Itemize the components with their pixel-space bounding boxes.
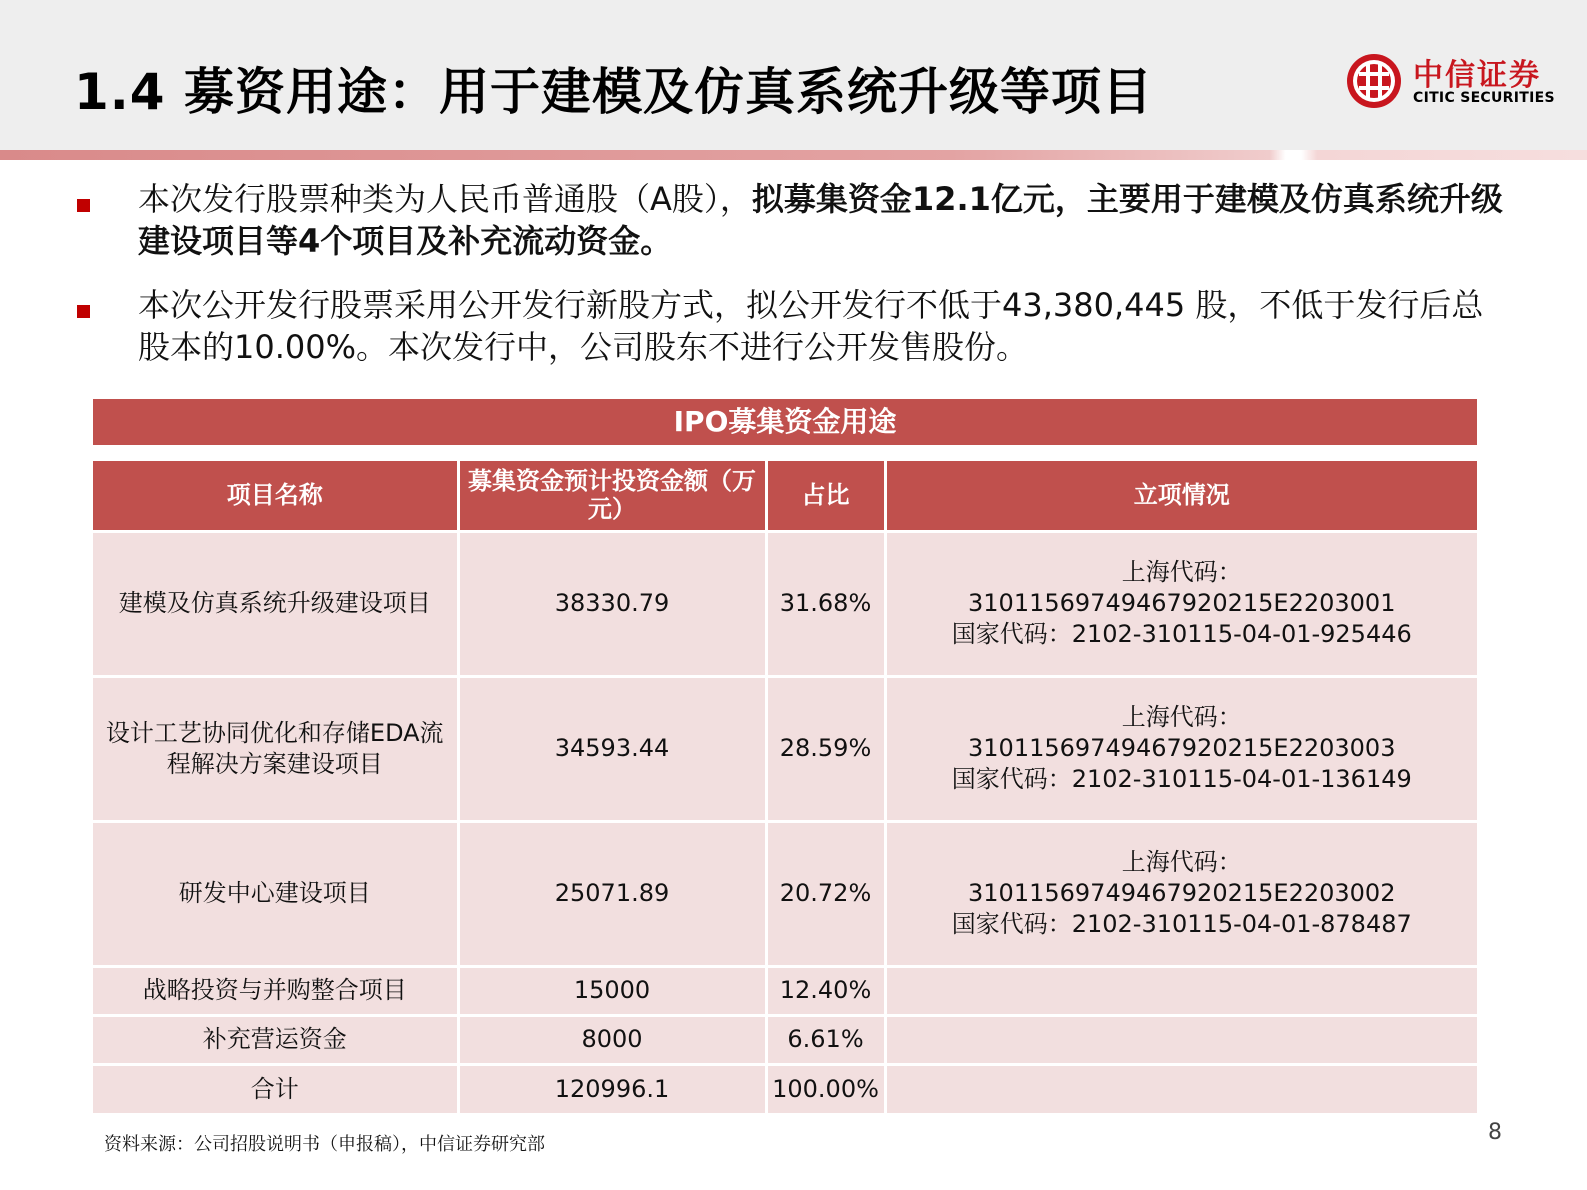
project-name-cell: 建模及仿真系统升级建设项目 xyxy=(93,531,458,676)
column-header: 募集资金预计投资金额（万元） xyxy=(458,461,766,531)
logo-text-en: CITIC SECURITIES xyxy=(1413,90,1555,106)
approval-line: 上海代码： xyxy=(1121,848,1242,876)
project-name-cell: 设计工艺协同优化和存储EDA流程解决方案建设项目 xyxy=(93,676,458,821)
ratio-cell: 31.68% xyxy=(766,531,885,676)
project-name-cell: 合计 xyxy=(93,1064,458,1113)
table-row xyxy=(93,966,1477,1015)
project-name-cell: 研发中心建设项目 xyxy=(93,821,458,966)
column-header: 占比 xyxy=(766,461,885,531)
approval-line: 国家代码：2102-310115-04-01-878487 xyxy=(951,910,1412,938)
bullet-text-normal: 本次发行股票种类为人民币普通股（A股）， xyxy=(138,180,752,218)
bullet-square-icon xyxy=(77,305,90,318)
approval-cell xyxy=(885,821,1477,966)
table-row xyxy=(93,1064,1477,1113)
approval-line: 31011569749467920215E2203001 xyxy=(968,589,1396,617)
approval-cell xyxy=(885,676,1477,821)
ratio-cell: 20.72% xyxy=(766,821,885,966)
source-note: 资料来源：公司招股说明书（申报稿），中信证券研究部 xyxy=(104,1134,545,1155)
table-row xyxy=(93,821,1477,966)
logo-text-cn: 中信证券 xyxy=(1413,58,1541,93)
approval-line: 国家代码：2102-310115-04-01-136149 xyxy=(951,765,1412,793)
approval-line: 国家代码：2102-310115-04-01-925446 xyxy=(951,620,1412,648)
column-header: 立项情况 xyxy=(885,461,1477,531)
column-header: 项目名称 xyxy=(93,461,458,531)
bullet-text xyxy=(138,178,1508,262)
page-title: 1.4 募资用途：用于建模及仿真系统升级等项目 xyxy=(74,63,1153,121)
citic-logo-icon xyxy=(1345,52,1403,110)
approval-line: 31011569749467920215E2203003 xyxy=(968,734,1396,762)
funds-usage-table xyxy=(93,461,1477,1113)
amount-cell: 34593.44 xyxy=(458,676,766,821)
header-bar xyxy=(0,0,1587,150)
table-header-row xyxy=(93,461,1477,531)
page-number: 8 xyxy=(1488,1120,1502,1145)
table-row xyxy=(93,1015,1477,1064)
ratio-cell: 6.61% xyxy=(766,1015,885,1064)
table-row xyxy=(93,531,1477,676)
approval-line: 上海代码： xyxy=(1121,558,1242,586)
amount-cell: 8000 xyxy=(458,1015,766,1064)
approval-cell xyxy=(885,1015,1477,1064)
amount-cell: 25071.89 xyxy=(458,821,766,966)
table-title: IPO募集资金用途 xyxy=(93,399,1477,445)
ratio-cell: 28.59% xyxy=(766,676,885,821)
approval-cell xyxy=(885,966,1477,1015)
ratio-cell: 12.40% xyxy=(766,966,885,1015)
bullet-text-bold: 拟募集资金12.1亿元，主要用于建模及仿真系统升级建设项目等4个项目及补充流动资金。 xyxy=(138,180,1503,260)
amount-cell: 38330.79 xyxy=(458,531,766,676)
amount-cell: 120996.1 xyxy=(458,1064,766,1113)
table-row xyxy=(93,676,1477,821)
bullet-square-icon xyxy=(77,199,90,212)
company-logo xyxy=(1345,48,1565,112)
ratio-cell: 100.00% xyxy=(766,1064,885,1113)
header-divider xyxy=(0,150,1587,160)
table-body xyxy=(93,531,1477,1113)
bullet-text: 本次公开发行股票采用公开发行新股方式，拟公开发行不低于43,380,445 股，不低于发行后总股本的10.00%。本次发行中，公司股东不进行公开发售股份。 xyxy=(138,286,1484,366)
project-name-cell: 补充营运资金 xyxy=(93,1015,458,1064)
project-name-cell: 战略投资与并购整合项目 xyxy=(93,966,458,1015)
approval-line: 31011569749467920215E2203002 xyxy=(968,879,1396,907)
amount-cell: 15000 xyxy=(458,966,766,1015)
approval-line: 上海代码： xyxy=(1121,703,1242,731)
approval-cell xyxy=(885,531,1477,676)
approval-cell xyxy=(885,1064,1477,1113)
